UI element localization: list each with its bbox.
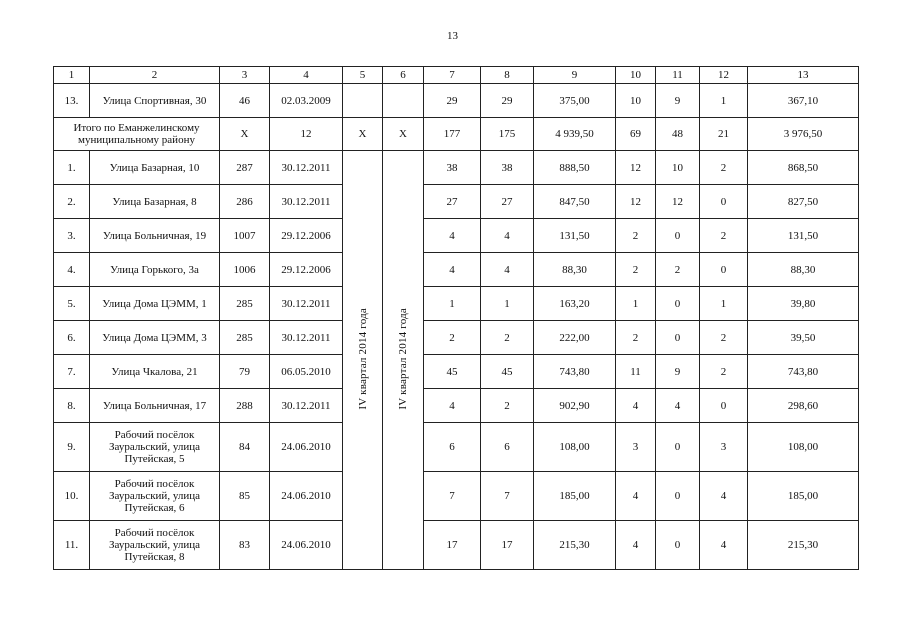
total-cell: 48 xyxy=(656,118,700,151)
table-cell: 1 xyxy=(424,287,481,321)
table-cell: 9. xyxy=(54,423,90,472)
table-cell: 9 xyxy=(656,355,700,389)
table-cell: 27 xyxy=(424,185,481,219)
table-cell: 79 xyxy=(220,355,270,389)
table-cell: 24.06.2010 xyxy=(270,423,343,472)
table-row xyxy=(54,84,859,118)
table-cell: Улица Горького, 3а xyxy=(90,253,220,287)
column-number-cell: 13 xyxy=(748,67,859,84)
table-cell: 215,30 xyxy=(534,521,616,570)
table-cell: 1 xyxy=(700,287,748,321)
quarter-merged-cell xyxy=(343,151,383,570)
table-cell: 0 xyxy=(656,472,700,521)
table-cell: 0 xyxy=(700,389,748,423)
column-number-cell: 1 xyxy=(54,67,90,84)
table-cell: 4 xyxy=(616,521,656,570)
table-cell: Улица Чкалова, 21 xyxy=(90,355,220,389)
table-cell: 38 xyxy=(481,151,534,185)
table-cell: 29.12.2006 xyxy=(270,219,343,253)
total-cell: 69 xyxy=(616,118,656,151)
table-cell: Улица Дома ЦЭММ, 3 xyxy=(90,321,220,355)
table-cell: 27 xyxy=(481,185,534,219)
table-cell: 29 xyxy=(424,84,481,118)
table-cell: 39,80 xyxy=(748,287,859,321)
table-row xyxy=(54,321,859,355)
table-cell: 45 xyxy=(481,355,534,389)
table-cell: 4 xyxy=(656,389,700,423)
table-row xyxy=(54,253,859,287)
table-row xyxy=(54,355,859,389)
column-number-cell: 9 xyxy=(534,67,616,84)
table-cell: 222,00 xyxy=(534,321,616,355)
total-row xyxy=(54,118,859,151)
table-cell: 88,30 xyxy=(534,253,616,287)
table-body xyxy=(54,67,859,570)
quarter-label: IV квартал 2014 года xyxy=(356,307,369,410)
table-cell: 108,00 xyxy=(534,423,616,472)
table-cell: 4 xyxy=(424,219,481,253)
column-number-cell: 10 xyxy=(616,67,656,84)
table-cell: 13. xyxy=(54,84,90,118)
table-cell: 06.05.2010 xyxy=(270,355,343,389)
column-number-cell: 4 xyxy=(270,67,343,84)
table-cell: 131,50 xyxy=(748,219,859,253)
table-cell: Улица Дома ЦЭММ, 1 xyxy=(90,287,220,321)
table-cell: 1. xyxy=(54,151,90,185)
table-cell: 2 xyxy=(616,219,656,253)
table-cell: 902,90 xyxy=(534,389,616,423)
table-cell: 6 xyxy=(481,423,534,472)
table-cell: 9 xyxy=(656,84,700,118)
total-label-cell: Итого по Еманжелинскому муниципальному району xyxy=(54,118,220,151)
table-cell: Улица Базарная, 10 xyxy=(90,151,220,185)
table-cell: Рабочий посёлок Зауральский, улица Путейская, 6 xyxy=(90,472,220,521)
total-cell: 175 xyxy=(481,118,534,151)
table-cell: 4 xyxy=(424,253,481,287)
table-cell: 868,50 xyxy=(748,151,859,185)
table-cell: Улица Спортивная, 30 xyxy=(90,84,220,118)
table-cell: 11. xyxy=(54,521,90,570)
table-cell: 17 xyxy=(481,521,534,570)
column-number-row xyxy=(54,67,859,84)
table-cell: 10 xyxy=(656,151,700,185)
table-cell: 1 xyxy=(481,287,534,321)
column-number-cell: 7 xyxy=(424,67,481,84)
table-cell: 2 xyxy=(656,253,700,287)
table-cell: 0 xyxy=(656,521,700,570)
table-cell xyxy=(383,84,424,118)
table-cell: 5. xyxy=(54,287,90,321)
housing-register-table xyxy=(53,66,859,570)
table-cell: 6. xyxy=(54,321,90,355)
table-cell: 7 xyxy=(424,472,481,521)
table-cell: 2 xyxy=(616,321,656,355)
table-cell: 10 xyxy=(616,84,656,118)
table-cell: 17 xyxy=(424,521,481,570)
page-number: 13 xyxy=(447,30,458,42)
table-cell: 12 xyxy=(616,185,656,219)
total-cell: X xyxy=(383,118,424,151)
total-cell: 12 xyxy=(270,118,343,151)
table-cell: 2 xyxy=(481,389,534,423)
table-cell: 2 xyxy=(700,151,748,185)
table-cell: 185,00 xyxy=(534,472,616,521)
table-cell: 375,00 xyxy=(534,84,616,118)
table-cell: 30.12.2011 xyxy=(270,389,343,423)
table-cell: 2 xyxy=(700,321,748,355)
table-cell: 0 xyxy=(656,287,700,321)
table-cell: 0 xyxy=(700,185,748,219)
table-cell: 108,00 xyxy=(748,423,859,472)
table-cell: 30.12.2011 xyxy=(270,151,343,185)
column-number-cell: 5 xyxy=(343,67,383,84)
table-cell: 285 xyxy=(220,287,270,321)
table-cell: 3 xyxy=(616,423,656,472)
column-number-cell: 11 xyxy=(656,67,700,84)
table-row xyxy=(54,287,859,321)
table-cell: Улица Базарная, 8 xyxy=(90,185,220,219)
table-cell: 3 xyxy=(700,423,748,472)
table-cell: 84 xyxy=(220,423,270,472)
table-cell: 743,80 xyxy=(748,355,859,389)
table-row xyxy=(54,185,859,219)
table-row xyxy=(54,521,859,570)
table-cell: 215,30 xyxy=(748,521,859,570)
table-cell xyxy=(343,84,383,118)
column-number-cell: 12 xyxy=(700,67,748,84)
table-cell: 12 xyxy=(616,151,656,185)
table-cell: Рабочий посёлок Зауральский, улица Путейская, 5 xyxy=(90,423,220,472)
table-cell: 29.12.2006 xyxy=(270,253,343,287)
table-row xyxy=(54,472,859,521)
table-cell: 287 xyxy=(220,151,270,185)
table-row xyxy=(54,389,859,423)
table-cell: 39,50 xyxy=(748,321,859,355)
table-cell: 131,50 xyxy=(534,219,616,253)
table-cell: 83 xyxy=(220,521,270,570)
table-cell: 2 xyxy=(700,355,748,389)
table-cell: 4 xyxy=(481,219,534,253)
table-cell: 30.12.2011 xyxy=(270,185,343,219)
table-cell: 4 xyxy=(616,389,656,423)
total-cell: X xyxy=(220,118,270,151)
table-cell: 10. xyxy=(54,472,90,521)
table-cell: 88,30 xyxy=(748,253,859,287)
table-cell: 3. xyxy=(54,219,90,253)
table-cell: 38 xyxy=(424,151,481,185)
table-cell: 4 xyxy=(700,472,748,521)
table-cell: 285 xyxy=(220,321,270,355)
table-cell: 4 xyxy=(616,472,656,521)
total-cell: 21 xyxy=(700,118,748,151)
table-cell: 29 xyxy=(481,84,534,118)
total-cell: X xyxy=(343,118,383,151)
table-cell: 827,50 xyxy=(748,185,859,219)
quarter-label: IV квартал 2014 года xyxy=(397,307,409,410)
total-cell: 177 xyxy=(424,118,481,151)
table-cell: 298,60 xyxy=(748,389,859,423)
table-cell: Улица Больничная, 17 xyxy=(90,389,220,423)
table-cell: 11 xyxy=(616,355,656,389)
table-cell: Рабочий посёлок Зауральский, улица Путейская, 8 xyxy=(90,521,220,570)
table-cell: 24.06.2010 xyxy=(270,521,343,570)
column-number-cell: 8 xyxy=(481,67,534,84)
table-cell: 6 xyxy=(424,423,481,472)
table-cell: 24.06.2010 xyxy=(270,472,343,521)
column-number-cell: 3 xyxy=(220,67,270,84)
table-cell: 1006 xyxy=(220,253,270,287)
table-cell: 743,80 xyxy=(534,355,616,389)
table-cell: 0 xyxy=(656,219,700,253)
table-cell: 7. xyxy=(54,355,90,389)
table-cell: 888,50 xyxy=(534,151,616,185)
table-cell: 288 xyxy=(220,389,270,423)
table-cell: 7 xyxy=(481,472,534,521)
table-cell: 12 xyxy=(656,185,700,219)
table-cell: 4 xyxy=(700,521,748,570)
column-number-cell: 2 xyxy=(90,67,220,84)
quarter-merged-cell xyxy=(383,151,424,570)
table-cell: Улица Больничная, 19 xyxy=(90,219,220,253)
table-cell: 2 xyxy=(700,219,748,253)
table-row xyxy=(54,423,859,472)
table-row xyxy=(54,219,859,253)
table-cell: 8. xyxy=(54,389,90,423)
total-cell: 3 976,50 xyxy=(748,118,859,151)
table-cell: 4. xyxy=(54,253,90,287)
table-cell: 0 xyxy=(656,321,700,355)
table-cell: 85 xyxy=(220,472,270,521)
table-cell: 2 xyxy=(424,321,481,355)
table-cell: 286 xyxy=(220,185,270,219)
table-cell: 1 xyxy=(616,287,656,321)
table-cell: 0 xyxy=(656,423,700,472)
table-cell: 0 xyxy=(700,253,748,287)
table-cell: 45 xyxy=(424,355,481,389)
table-cell: 30.12.2011 xyxy=(270,321,343,355)
table-cell: 185,00 xyxy=(748,472,859,521)
table-cell: 1007 xyxy=(220,219,270,253)
table-cell: 367,10 xyxy=(748,84,859,118)
table-cell: 2 xyxy=(481,321,534,355)
table-cell: 2. xyxy=(54,185,90,219)
table-cell: 163,20 xyxy=(534,287,616,321)
total-cell: 4 939,50 xyxy=(534,118,616,151)
table-row xyxy=(54,151,859,185)
table-cell: 4 xyxy=(481,253,534,287)
table-cell: 4 xyxy=(424,389,481,423)
column-number-cell: 6 xyxy=(383,67,424,84)
table-cell: 847,50 xyxy=(534,185,616,219)
table-cell: 30.12.2011 xyxy=(270,287,343,321)
table-cell: 2 xyxy=(616,253,656,287)
table-cell: 46 xyxy=(220,84,270,118)
table-cell: 1 xyxy=(700,84,748,118)
table-cell: 02.03.2009 xyxy=(270,84,343,118)
